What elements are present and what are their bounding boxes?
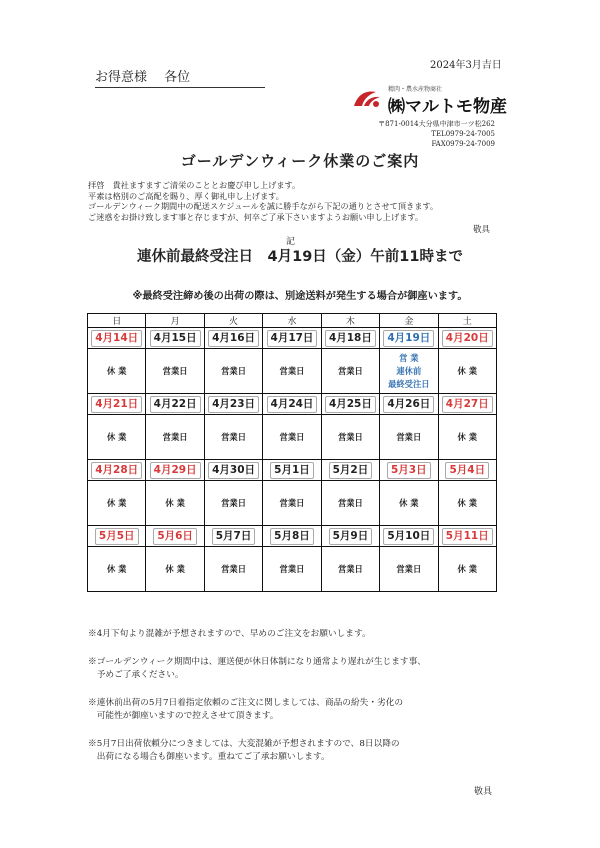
- calendar-date-cell: [438, 526, 496, 547]
- weekday-wed: 水: [263, 314, 321, 328]
- calendar-status-cell: [263, 349, 321, 394]
- calendar-status-cell: [204, 547, 262, 592]
- status-label: 営業日: [337, 498, 363, 508]
- calendar-date: 5月5日: [95, 528, 139, 545]
- calendar-date-row: [88, 526, 497, 547]
- calendar-date: 5月10日: [383, 528, 434, 545]
- calendar-status-cell: [204, 481, 262, 526]
- calendar-status-cell: [263, 415, 321, 460]
- note-line: ※連休前出荷の5月7日着指定依頼のご注文に関しましては、商品の紛失・劣化の: [88, 698, 404, 708]
- weekday-tue: 火: [204, 314, 262, 328]
- document-date: 2024年3月吉日: [430, 60, 502, 71]
- status-label: 休 業: [457, 366, 477, 376]
- company-tagline: 精肉・農水産物商社: [388, 86, 443, 93]
- status-label: 休 業: [106, 498, 127, 508]
- calendar-date-cell: [88, 460, 146, 481]
- shipping-notice: ※最終受注締め後の出荷の際は、別途送料が発生する場合が御座います。: [132, 291, 468, 302]
- calendar-date: 4月29日: [150, 462, 201, 479]
- note-item: [88, 697, 518, 723]
- weekday-sun: 日: [88, 314, 146, 328]
- calendar-date: 5月7日: [212, 528, 256, 545]
- note-line: ※ゴールデンウィーク期間中は、運送便が休日体制になり通常より遅れが生じます事、: [88, 657, 426, 667]
- calendar-date-cell: [146, 394, 204, 415]
- status-label: 最終受注日: [388, 378, 430, 389]
- calendar-status-cell: [146, 349, 204, 394]
- calendar-status-row: [88, 415, 497, 460]
- calendar-date: 4月20日: [442, 330, 493, 347]
- notes-section: [88, 628, 518, 779]
- calendar-date-cell: [438, 394, 496, 415]
- calendar-status-cell: [438, 547, 496, 592]
- calendar-date-cell: [204, 526, 262, 547]
- note-line: 可能性が御座いますので控えさせて頂きます。: [88, 711, 279, 721]
- calendar-status-cell: [321, 349, 379, 394]
- calendar-date-cell: [380, 460, 438, 481]
- calendar-date: 4月14日: [91, 330, 142, 347]
- status-label: 休 業: [457, 564, 477, 574]
- calendar-date-cell: [146, 526, 204, 547]
- note-line: 予めご了承ください。: [88, 670, 184, 680]
- company-tel: TEL0979-24-7005: [431, 130, 495, 138]
- status-label: 営業日: [162, 432, 188, 442]
- calendar-date-cell: [438, 460, 496, 481]
- status-label: 休 業: [457, 498, 477, 508]
- calendar-date-cell: [263, 460, 321, 481]
- calendar-date-cell: [321, 460, 379, 481]
- status-label: 休 業: [106, 366, 127, 376]
- calendar-status-cell: [438, 481, 496, 526]
- calendar-status-cell: [380, 547, 438, 592]
- recipient-line: お得意様 各位: [95, 66, 265, 88]
- status-label: 営業日: [396, 432, 422, 442]
- calendar-status-cell: [321, 547, 379, 592]
- company-name: ㈱マルトモ物産: [388, 97, 507, 117]
- calendar-status-cell: [321, 415, 379, 460]
- closing-keigu: 敬具: [473, 225, 491, 235]
- calendar-status-cell: [146, 415, 204, 460]
- calendar-status-cell: [88, 415, 146, 460]
- calendar-date: 4月23日: [208, 396, 259, 413]
- status-label: 休 業: [106, 564, 127, 574]
- status-label: 営業日: [221, 432, 246, 442]
- status-label: 営業日: [279, 366, 305, 376]
- calendar-date-cell: [88, 526, 146, 547]
- calendar-date: 4月22日: [150, 396, 201, 413]
- company-address-block: [378, 119, 495, 149]
- calendar-status-cell: [146, 547, 204, 592]
- calendar-date-cell: [204, 394, 262, 415]
- calendar-status-cell: [263, 481, 321, 526]
- page-title: ゴールデンウィーク休業のご案内: [180, 152, 420, 170]
- calendar-date: 4月17日: [267, 330, 318, 347]
- calendar-date: 4月27日: [442, 396, 493, 413]
- status-label: 営業日: [221, 564, 246, 574]
- ki-mark: 記: [286, 237, 296, 247]
- calendar-date-cell: [380, 328, 438, 349]
- calendar-status-cell: [88, 349, 146, 394]
- closing-keigu-bottom: 敬具: [474, 787, 493, 797]
- weekday-mon: 月: [146, 314, 204, 328]
- weekday-fri: 金: [380, 314, 438, 328]
- schedule-calendar: [87, 313, 497, 592]
- calendar-date: 4月18日: [325, 330, 376, 347]
- headline-value: 4月19日（金）午前11時まで: [267, 249, 463, 265]
- calendar-date: 4月15日: [150, 330, 201, 347]
- calendar-date: 5月8日: [270, 528, 314, 545]
- calendar-status-cell: [438, 415, 496, 460]
- calendar-status-cell: [263, 547, 321, 592]
- last-order-headline: [0, 245, 600, 266]
- calendar-status-cell: [438, 349, 496, 394]
- status-label: 営業日: [221, 366, 246, 376]
- calendar-status-cell: [321, 481, 379, 526]
- status-label: 営業日: [337, 432, 363, 442]
- calendar-status-cell: [88, 547, 146, 592]
- calendar-date-cell: [380, 526, 438, 547]
- note-line: ※5月7日出荷依頼分につきましては、大変混雑が予想されますので、8日以降の: [88, 739, 400, 749]
- status-label: 営 業: [399, 352, 419, 363]
- calendar-date-cell: [321, 328, 379, 349]
- weekday-thu: 木: [321, 314, 379, 328]
- calendar-date-row: [88, 460, 497, 481]
- status-label: 休 業: [399, 498, 419, 508]
- calendar-status-cell: [88, 481, 146, 526]
- calendar-date: 5月6日: [153, 528, 197, 545]
- calendar-date-cell: [204, 460, 262, 481]
- note-line: ※4月下旬より混雑が予想されますので、早めのご注文をお願いします。: [88, 629, 371, 639]
- note-item: [88, 656, 518, 682]
- body-line: 拝啓 貴社ますますご清栄のこととお慶び申し上げます。: [88, 180, 301, 190]
- calendar-status-cell: [380, 481, 438, 526]
- calendar-status-cell: [146, 481, 204, 526]
- calendar-date-cell: [146, 460, 204, 481]
- body-line: ゴールデンウィーク期間中の配送スケジュールを誠に勝手ながら下記の通りとさせて頂きます。: [88, 201, 439, 211]
- calendar-date: 4月26日: [383, 396, 434, 413]
- calendar-date-cell: [263, 526, 321, 547]
- company-fax: FAX0979-24-7009: [431, 140, 495, 148]
- status-label: 連休前: [396, 365, 422, 376]
- calendar-date: 4月30日: [208, 462, 259, 479]
- calendar-date-cell: [88, 394, 146, 415]
- status-label: 営業日: [162, 366, 188, 376]
- calendar-date: 5月3日: [387, 462, 431, 479]
- calendar-status-row: [88, 349, 497, 394]
- status-label: 営業日: [279, 564, 305, 574]
- calendar-date: 5月9日: [329, 528, 373, 545]
- calendar-date: 5月11日: [442, 528, 493, 545]
- calendar-date-cell: [204, 328, 262, 349]
- calendar-date-cell: [146, 328, 204, 349]
- calendar-date: 4月25日: [325, 396, 376, 413]
- weekday-header-row: [88, 314, 497, 328]
- calendar-date: 4月24日: [267, 396, 318, 413]
- calendar-date-cell: [438, 328, 496, 349]
- weekday-sat: 土: [438, 314, 496, 328]
- company-address: 〒871-0014大分県中津市一ツ松262: [378, 120, 495, 128]
- calendar-date: 5月4日: [445, 462, 489, 479]
- calendar-status-row: [88, 547, 497, 592]
- calendar-date-cell: [380, 394, 438, 415]
- calendar-status-cell: [204, 415, 262, 460]
- calendar-date: 4月28日: [91, 462, 142, 479]
- calendar-date-cell: [321, 526, 379, 547]
- status-label: 休 業: [165, 498, 185, 508]
- greeting-body: [88, 180, 508, 222]
- note-item: [88, 628, 518, 641]
- calendar-date: 4月16日: [208, 330, 259, 347]
- status-label: 営業日: [279, 432, 305, 442]
- headline-label: 連休前最終受注日: [137, 249, 254, 265]
- calendar-date: 5月2日: [329, 462, 373, 479]
- calendar-status-row: [88, 481, 497, 526]
- note-item: [88, 738, 518, 764]
- body-line: ご迷惑をお掛け致します事と存じますが、何卒ご了承下さいますようお願い申し上げます。: [88, 211, 424, 222]
- calendar-date: 4月19日: [383, 330, 434, 347]
- calendar-date-cell: [263, 328, 321, 349]
- status-label: 営業日: [396, 564, 422, 574]
- calendar-date-row: [88, 328, 497, 349]
- status-label: 休 業: [457, 432, 477, 442]
- status-label: 営業日: [279, 498, 305, 508]
- company-logo-icon: [352, 88, 382, 110]
- status-label: 休 業: [165, 564, 185, 574]
- note-line: 出荷になる場合も御座います。重ねてご了承お願いします。: [88, 752, 330, 762]
- calendar-date-cell: [88, 328, 146, 349]
- calendar-status-cell: [380, 349, 438, 394]
- calendar-date-cell: [263, 394, 321, 415]
- calendar-date: 5月1日: [270, 462, 314, 479]
- status-label: 営業日: [337, 366, 363, 376]
- calendar-date: 4月21日: [91, 396, 142, 413]
- calendar-status-cell: [204, 349, 262, 394]
- calendar-status-cell: [380, 415, 438, 460]
- status-label: 営業日: [337, 564, 363, 574]
- body-line: 平素は格別のご高配を賜り、厚く御礼申し上げます。: [88, 190, 284, 201]
- status-label: 休 業: [106, 432, 127, 442]
- calendar-date-cell: [321, 394, 379, 415]
- status-label: 営業日: [221, 498, 246, 508]
- calendar-date-row: [88, 394, 497, 415]
